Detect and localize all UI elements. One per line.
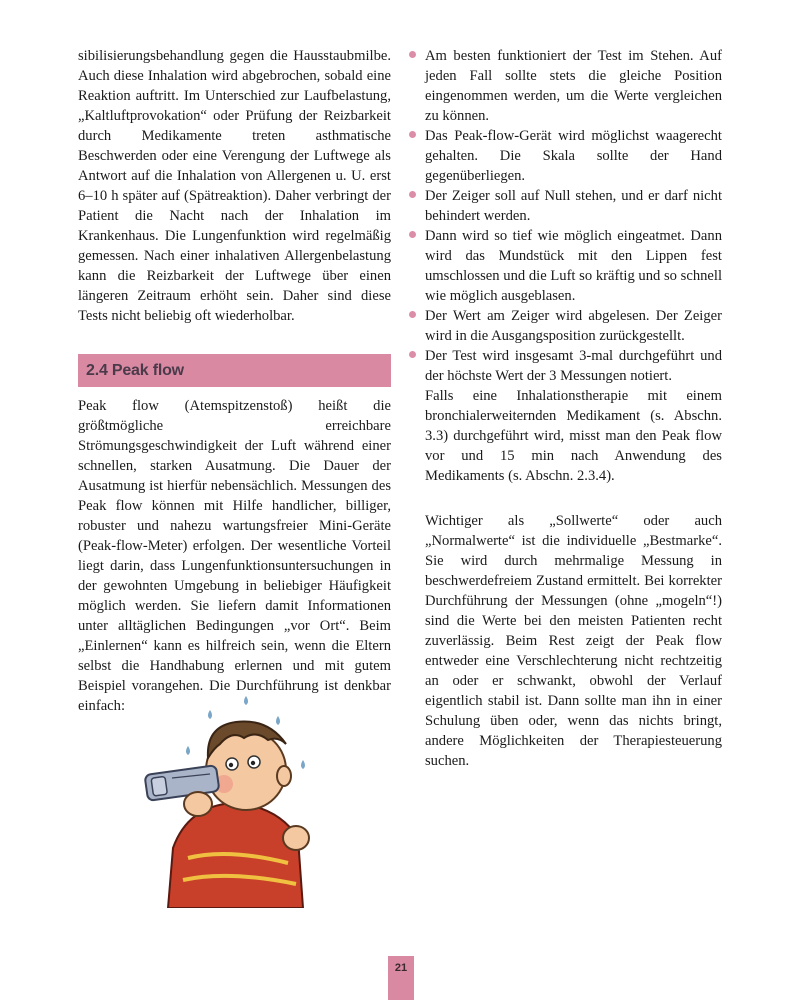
intro-paragraph: sibilisierungsbehandlung gegen die Hausstaubmilbe. Auch diese Inhalation wird abgebrochen, sobald eine Reaktion auftritt. Im Unterschied zur Laufbelastung, „Kaltluftprovokation“ oder Prüfung der Reizbarkeit durch Medikamente treten asthmatische Beschwerden oder eine Verengung der Luftwege als Antwort auf die Inhalation von Allergenen u. U. erst 6–10 h später auf (Spätreaktion). Daher verbringt der Patient die Nacht nach der Inhalation im Krankenhaus. Die Lungenfunktion wird regelmäßig gemessen. Nach einer inhalativen Allergenbelastung kann die Reizbarkeit der Luftwege über einen längeren Zeitraum erhöht sein. Daher sind diese Tests nicht beliebig oft wiederholbar. <box>78 48 391 324</box>
peak-flow-paragraph: Peak flow (Atemspitzenstoß) heißt die größtmögliche erreichbare Strömungsgeschwindigkeit der Luft während einer schnellen, starken Ausatmung. Die Dauer der Ausatmung ist hierfür nebensächlich. Messungen des Peak flow können mit Hilfe handlicher, billiger, robuster und nahezu wartungsfreier Mini-Geräte (Peak-flow-Meter) erfolgen. Der wesentliche Vorteil liegt darin, dass Lungenfunktionsuntersuchungen in der gewohnten Umgebung in beliebiger Häufigkeit möglich werden. Sie liefern damit Informationen unter alltäglichen Bedingungen „vor Ort“. Beim „Einlernen“ kann es hilfreich sein, wenn die Eltern selbst die Handhabung erlernen und mit gutem Beispiel vorangehen. Die Durchführung ist denkbar einfach: <box>78 398 391 714</box>
left-column <box>78 46 391 716</box>
list-item: Der Zeiger soll auf Null stehen, und er darf nicht behindert werden. <box>425 186 722 226</box>
page-number-box <box>388 956 414 1000</box>
list-item: Am besten funktioniert der Test im Stehen. Auf jeden Fall sollte stets die gleiche Position eingenommen werden, um die Werte vergleichen zu können. <box>425 46 722 126</box>
right-column <box>425 46 722 771</box>
section-heading-bar <box>78 354 391 387</box>
list-item: Dann wird so tief wie möglich eingeatmet. Dann wird das Mundstück mit den Lippen fest umschlossen und die Luft so kräftig und so schnell wie möglich ausgeblasen. <box>425 226 722 306</box>
bullet-icon <box>409 191 416 198</box>
bullet-icon <box>409 311 416 318</box>
bullet-icon <box>409 51 416 58</box>
list-item: Der Wert am Zeiger wird abgelesen. Der Zeiger wird in die Ausgangsposition zurückgestellt. <box>425 306 722 346</box>
list-item: Das Peak-flow-Gerät wird möglichst waagerecht gehalten. Die Skala sollte der Hand gegenüberliegen. <box>425 126 722 186</box>
closing-paragraph: Wichtiger als „Sollwerte“ oder auch „Normalwerte“ ist die individuelle „Bestmarke“. Sie wird durch mehrmalige Messung in beschwerdefreiem Zustand ermittelt. Bei korrekter Durchführung der Messungen (ohne „mogeln“!) sind die Werte bei den meisten Patienten recht zuverlässig. Beim Rest zeigt der Peak flow entweder eine Verschlechterung nicht rechtzeitig an oder er schwankt, obwohl der Verlauf eigentlich stabil ist. Dann sollte man ihn in einer Schulung üben oder, wenn das nichts bringt, andere Möglichkeiten der Therapiesteuerung suchen. <box>425 513 722 769</box>
peak-flow-child-illustration <box>128 688 328 908</box>
list-item: Falls eine Inhalationstherapie mit einem bronchialerweiternden Medikament (s. Abschn. 3.3) durchgeführt wird, misst man den Peak flow vor und 15 min nach Anwendung des Medikaments (s. Abschn. 2.3.4). <box>425 388 722 484</box>
procedure-steps-list <box>425 46 722 486</box>
bullet-icon <box>409 351 416 358</box>
list-item: Der Test wird insgesamt 3-mal durchgeführt und der höchste Wert der 3 Messungen notiert. <box>425 346 722 386</box>
section-heading: 2.4 Peak flow <box>86 361 184 379</box>
bullet-icon <box>409 231 416 238</box>
bullet-icon <box>409 131 416 138</box>
page-number: 21 <box>394 962 408 974</box>
